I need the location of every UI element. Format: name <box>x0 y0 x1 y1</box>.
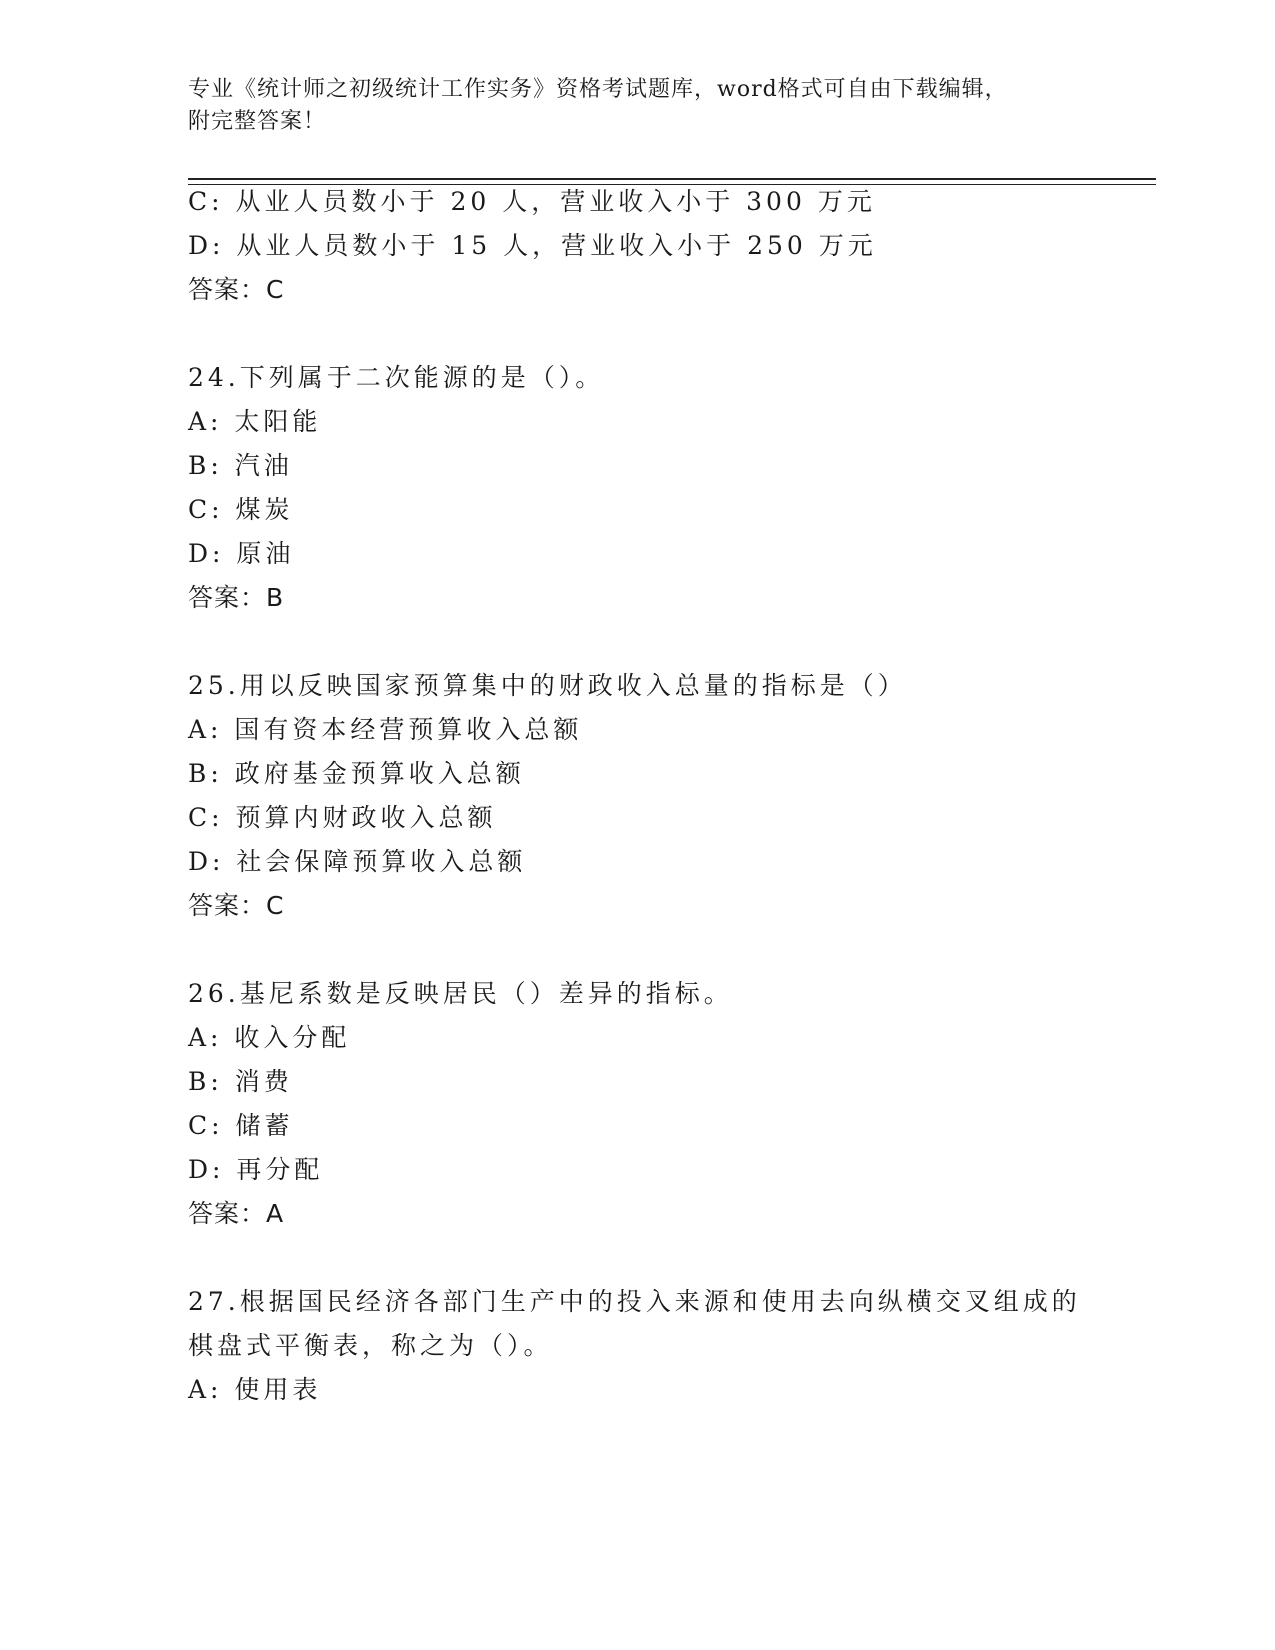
q26-answer: 答案：A <box>188 1199 285 1228</box>
q25-option-b: B: 政府基金预算收入总额 <box>188 759 525 788</box>
header-line-1: 专业《统计师之初级统计工作实务》资格考试题库，word格式可自由下载编辑， <box>188 77 1008 102</box>
q26-stem: 26.基尼系数是反映居民（）差异的指标。 <box>188 979 733 1008</box>
header-divider-thick <box>188 178 1156 180</box>
q24-option-c: C: 煤炭 <box>188 495 294 524</box>
q27-stem-line-1: 27.根据国民经济各部门生产中的投入来源和使用去向纵横交叉组成的 <box>188 1287 1081 1316</box>
q24-answer: 答案：B <box>188 583 285 612</box>
q26-option-b: B: 消费 <box>188 1067 293 1096</box>
q27-stem-line-2: 棋盘式平衡表，称之为（）。 <box>188 1331 553 1360</box>
q25-option-d: D: 社会保障预算收入总额 <box>188 847 527 876</box>
header-line-2: 附完整答案！ <box>188 109 327 134</box>
q24-option-b: B: 汽油 <box>188 451 293 480</box>
prev-option-c: C: 从业人员数小于 20 人，营业收入小于 300 万元 <box>188 187 876 216</box>
prev-answer: 答案：C <box>188 275 285 304</box>
prev-option-d: D: 从业人员数小于 15 人，营业收入小于 250 万元 <box>188 231 877 260</box>
q24-option-d: D: 原油 <box>188 539 295 568</box>
q25-stem: 25.用以反映国家预算集中的财政收入总量的指标是（） <box>188 671 907 700</box>
q24-stem: 24.下列属于二次能源的是（）。 <box>188 363 605 392</box>
q25-option-c: C: 预算内财政收入总额 <box>188 803 497 832</box>
q26-option-c: C: 储蓄 <box>188 1111 294 1140</box>
q24-option-a: A: 太阳能 <box>188 407 322 436</box>
q26-option-d: D: 再分配 <box>188 1155 324 1184</box>
q27-option-a: A: 使用表 <box>188 1375 322 1404</box>
document-header <box>188 74 1088 138</box>
q25-answer: 答案：C <box>188 891 285 920</box>
q25-option-a: A: 国有资本经营预算收入总额 <box>188 715 583 744</box>
q26-option-a: A: 收入分配 <box>188 1023 351 1052</box>
